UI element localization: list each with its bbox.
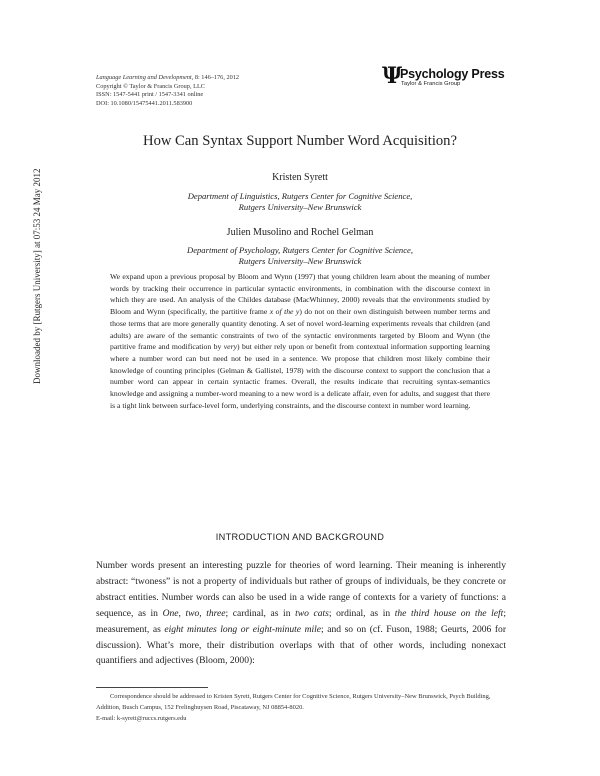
journal-doi: DOI: 10.1080/15475441.2011.583900 xyxy=(96,99,193,107)
abstract xyxy=(110,271,490,411)
affiliation-1-line-1: Department of Linguistics, Rutgers Center for Cognitive Science, xyxy=(187,191,413,201)
publisher-group: Taylor & Francis Group xyxy=(401,81,461,87)
journal-volume: , 8: 146–176, 2012 xyxy=(191,74,240,81)
footnote-correspondence: Correspondence should be addressed to Kristen Syrett, Rutgers Center for Cognitive Science, Rutgers University–New Brunswick, Psych Building, Addition, Busch Campus, 152 Frelinghuysen Road, Piscataway, NJ 08854-8020. xyxy=(96,693,491,711)
author-1: Kristen Syrett xyxy=(272,172,328,183)
abstract-text-2: ) do not on their own distinguish between number terms and those terms that are more generally quantity denoting. A set of novel word-learning experiments reveals that children (and adults) are aware of the semantic constraints of two of the syntactic environments targeted by Bloom and Wynn (the partitive frame and modification by xyxy=(110,307,491,352)
journal-copyright: Copyright © Taylor & Francis Group, LLC xyxy=(96,82,205,90)
author-2: Julien Musolino and Rochel Gelman xyxy=(226,227,374,238)
body-text-1: Number words present an interesting puzzle for theories of word learning. Their meaning is inherently abstract: “twoness” is not a property of individuals but rather of groups of individuals, be they concrete or abstract entities. Number words can also be used in a wide range of contexts for a variety of functions: a sequence, as in xyxy=(96,560,506,619)
affiliation-2-line-2: Rutgers University–New Brunswick xyxy=(238,256,362,267)
body-example-1: One, two, three xyxy=(162,607,226,619)
article-title: How Can Syntax Support Number Word Acquisition? xyxy=(143,133,457,149)
publisher-logo xyxy=(382,63,522,95)
body-paragraph xyxy=(96,558,506,669)
footnote-email: E-mail: k-syrett@ruccs.rutgers.edu xyxy=(96,714,187,722)
footnote-divider xyxy=(96,687,208,688)
section-heading: INTRODUCTION AND BACKGROUND xyxy=(215,532,385,542)
body-text-4: ; measurement, as xyxy=(96,607,506,635)
affiliation-2-line-1: Department of Psychology, Rutgers Center for Cognitive Science, xyxy=(186,245,413,255)
body-text-3: ; ordinal, as in xyxy=(328,607,395,619)
body-text-2: ; cardinal, as in xyxy=(225,607,296,619)
journal-name: Language Learning and Development xyxy=(96,74,192,81)
publisher-name: Psychology Press xyxy=(400,67,505,81)
affiliation-2 xyxy=(0,245,600,268)
abstract-very: very xyxy=(223,342,237,352)
body-example-4: eight minutes long or eight-minute mile xyxy=(164,623,322,635)
download-sidebar: Downloaded by [Rutgers University] at 07:53 24 May 2012 xyxy=(32,168,42,384)
affiliation-1-line-2: Rutgers University–New Brunswick xyxy=(238,202,362,213)
psi-logo-icon: Ψ xyxy=(382,63,403,89)
body-example-3: the third house on the left xyxy=(394,607,504,619)
journal-issn: ISSN: 1547-5441 print / 1547-3341 online xyxy=(96,91,204,99)
affiliation-1 xyxy=(0,191,600,214)
footnote xyxy=(96,692,506,724)
abstract-text-1: We expand upon a previous proposal by Bloom and Wynn (1997) that young children learn about the meaning of number words by tracking their occurrence in particular syntactic environments, in combination with the discourse context in which they are used. An analysis of the Childes database (MacWhinney, 2000) reveals that the environments studied by Bloom and Wynn (specifically, the partitive frame xyxy=(110,272,490,317)
journal-citation xyxy=(96,74,239,83)
body-text-5: ; and so on (cf. Fuson, 1988; Geurts, 2006 for discussion). What’s more, their distribution overlaps with that of other words, including nonexact quantifiers and adjectives (Bloom, 2000): xyxy=(96,623,507,667)
abstract-text-3: ) but either rely upon or benefit from contextual information supporting learning where a number word can but need not be used in a sentence. We propose that children most likely combine their knowledge of counting principles (Gelman & Gallistel, 1978) with the discourse context to support the conclusion that a number word can appear in certain syntactic frames. Overall, the results indicate that recruiting syntax-semantics knowledge and assigning a number-word meaning to a new word is a delicate affair, even for adults, and suggest that there is a tight link between surface-level form, underlying constraints, and the discourse context in number word learning. xyxy=(110,342,491,410)
abstract-frame: x of the y xyxy=(269,307,300,317)
body-example-2: two cats xyxy=(295,607,329,619)
journal-info xyxy=(96,74,239,108)
